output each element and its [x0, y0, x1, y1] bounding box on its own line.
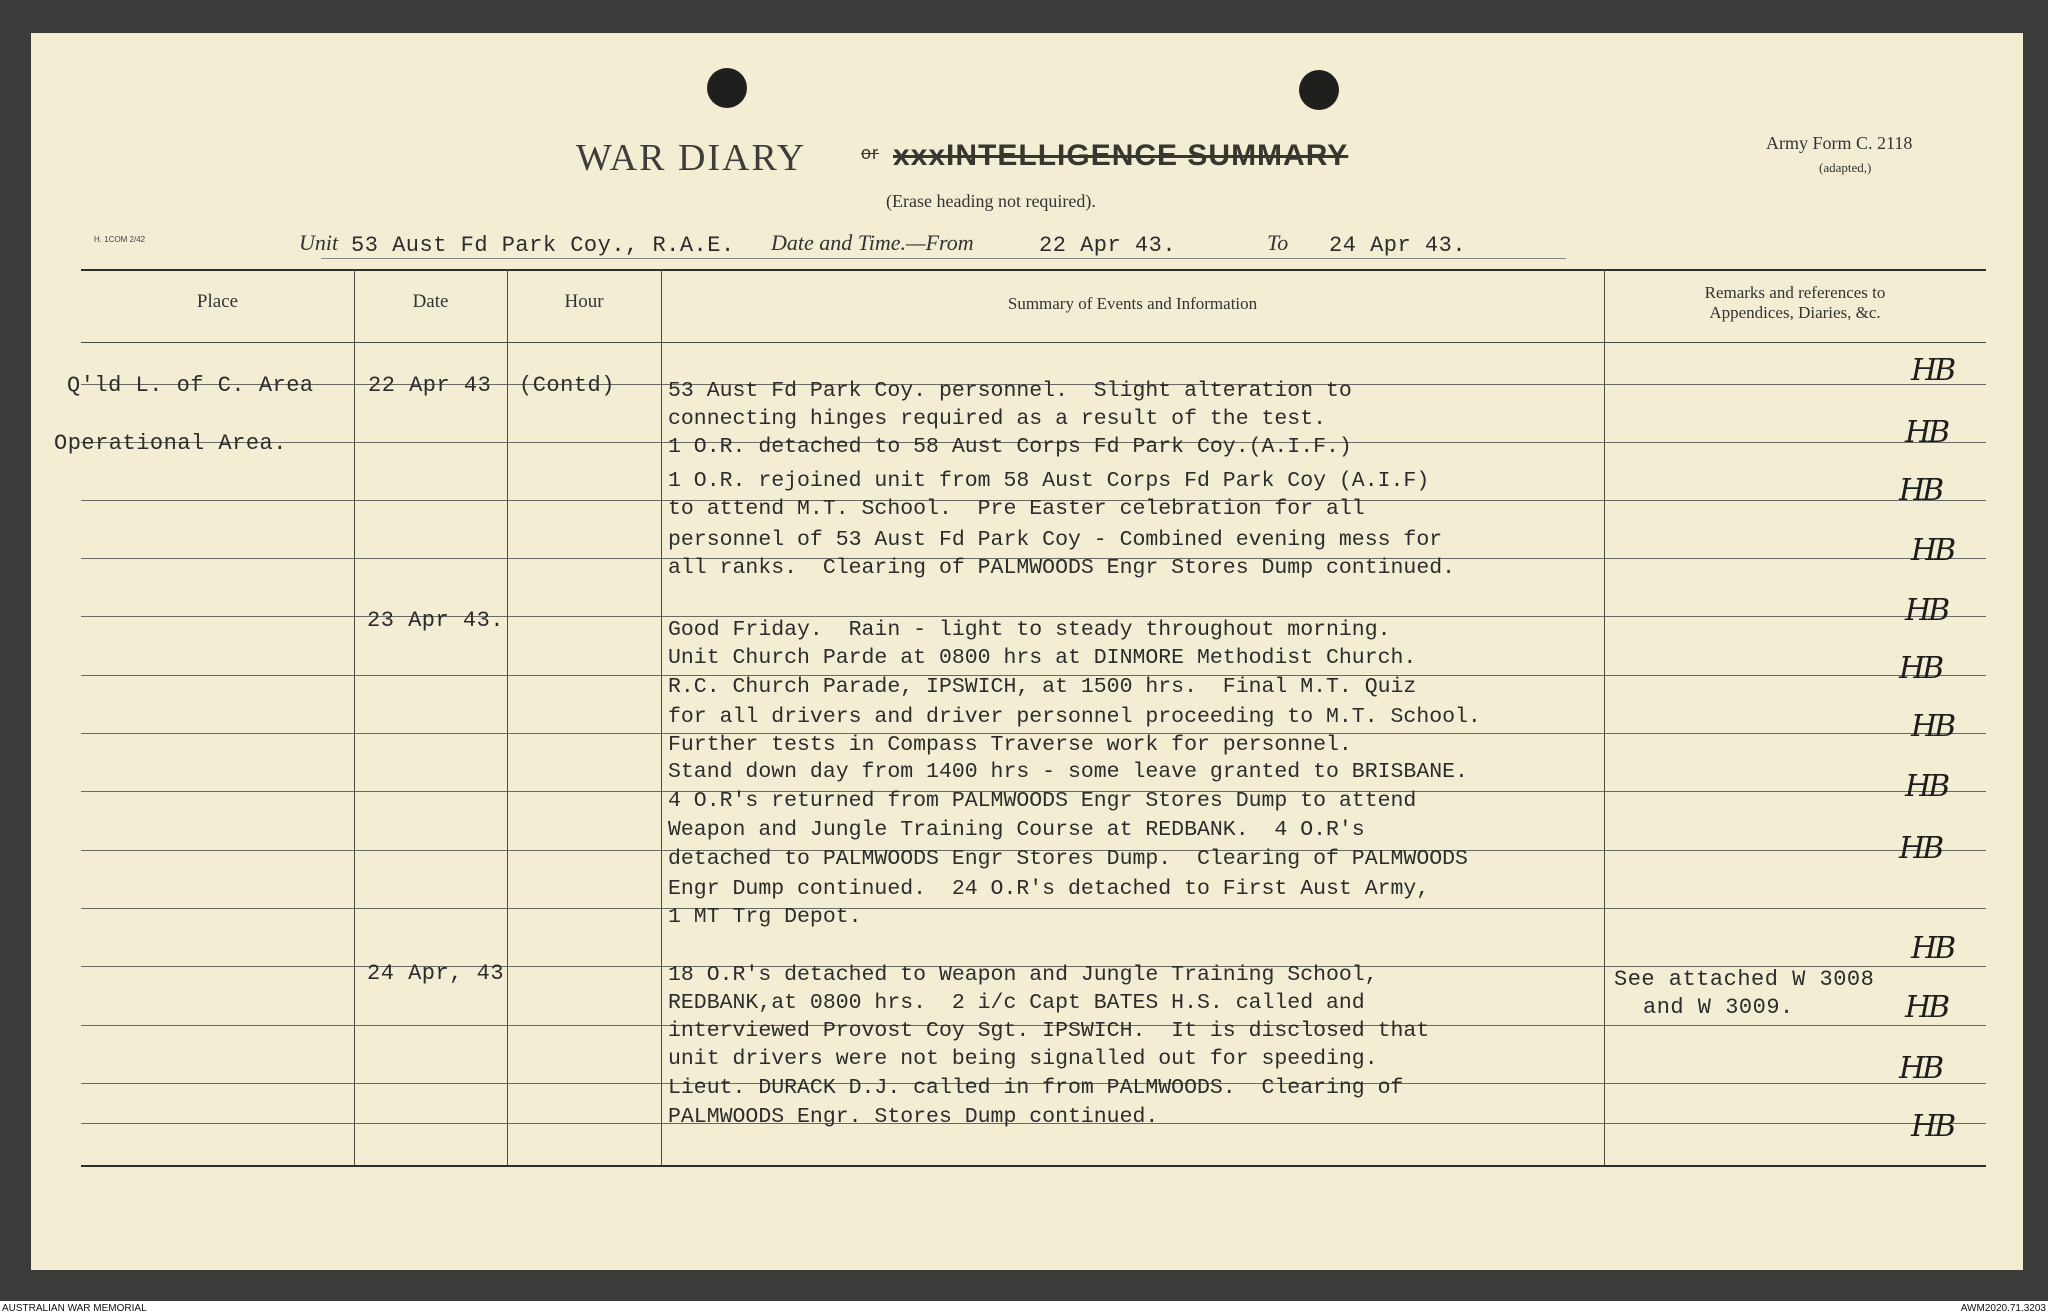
col-header-hour: Hour [564, 291, 604, 312]
remarks-line-2: and W 3009. [1643, 995, 1794, 1020]
handwritten-initials: HB [1905, 769, 1948, 804]
to-label: To [1267, 230, 1289, 255]
col-divider-summary [1604, 269, 1605, 1165]
date-time-label: Date and Time.—From [771, 230, 974, 255]
summary-line: 1 O.R. rejoined unit from 58 Aust Corps Fd Park Coy (A.I.F) [668, 469, 1430, 493]
handwritten-initials: HB [1899, 831, 1942, 866]
punch-hole-right [1299, 70, 1339, 110]
handwritten-initials: HB [1911, 533, 1954, 568]
army-form-label: Army Form C. 2118 [1766, 133, 1913, 153]
handwritten-initials: HB [1911, 709, 1954, 744]
summary-line: 18 O.R's detached to Weapon and Jungle Training School, [668, 963, 1378, 987]
summary-line: to attend M.T. School. Pre Easter celebration for all [668, 497, 1365, 521]
punch-hole-left [707, 68, 747, 108]
col-header-place: Place [196, 291, 239, 312]
col-header-remarks-2: Appendices, Diaries, &c. [1709, 303, 1881, 322]
archive-footer [0, 1301, 2048, 1316]
summary-line: 4 O.R's returned from PALMWOODS Engr Stores Dump to attend [668, 789, 1417, 813]
summary-line: interviewed Provost Coy Sgt. IPSWICH. It is disclosed that [668, 1019, 1430, 1043]
summary-line: 53 Aust Fd Park Coy. personnel. Slight alteration to [668, 379, 1352, 403]
handwritten-initials: HB [1905, 593, 1948, 628]
from-date: 22 Apr 43. [1039, 233, 1177, 258]
summary-line: Stand down day from 1400 hrs - some leave granted to BRISBANE. [668, 760, 1468, 784]
handwritten-initials: HB [1905, 990, 1948, 1025]
diary-sheet [31, 33, 2023, 1270]
place-entry-1: Q'ld L. of C. Area [67, 373, 314, 398]
to-date: 24 Apr 43. [1329, 233, 1467, 258]
col-header-date: Date [412, 291, 449, 312]
col-divider-hour [661, 269, 662, 1165]
summary-line: 1 MT Trg Depot. [668, 905, 862, 929]
handwritten-initials: HB [1905, 415, 1948, 450]
summary-line: connecting hinges required as a result of the test. [668, 407, 1327, 431]
header-bottom-rule [81, 342, 1986, 343]
date-entry-24-apr: 24 Apr, 43 [367, 961, 505, 986]
handwritten-initials: HB [1911, 353, 1954, 388]
header-underline [321, 258, 1566, 259]
date-entry-23-apr: 23 Apr 43. [367, 608, 505, 633]
summary-line: detached to PALMWOODS Engr Stores Dump. Clearing of PALMWOODS [668, 847, 1468, 871]
unit-label: Unit [299, 230, 339, 255]
summary-line: all ranks. Clearing of PALMWOODS Engr Stores Dump continued. [668, 556, 1456, 580]
handwritten-initials: HB [1899, 1051, 1942, 1086]
hour-entry-contd: (Contd) [519, 373, 615, 398]
row-rule [81, 908, 1986, 909]
or-struck: or [861, 143, 880, 163]
summary-line: Lieut. DURACK D.J. called in from PALMWOODS. Clearing of [668, 1076, 1404, 1100]
remarks-line-1: See attached W 3008 [1614, 967, 1875, 992]
handwritten-initials: HB [1899, 473, 1942, 508]
handwritten-initials: HB [1911, 931, 1954, 966]
table-top-rule [81, 269, 1986, 271]
summary-line: Further tests in Compass Traverse work for personnel. [668, 733, 1352, 757]
summary-line: for all drivers and driver personnel proceeding to M.T. School. [668, 705, 1481, 729]
handwritten-initials: HB [1911, 1109, 1954, 1144]
footer-institution: AUSTRALIAN WAR MEMORIAL [2, 1303, 147, 1314]
erase-note: (Erase heading not required). [886, 191, 1096, 211]
summary-line: unit drivers were not being signalled out for speeding. [668, 1047, 1378, 1071]
summary-line: Weapon and Jungle Training Course at REDBANK. 4 O.R's [668, 818, 1365, 842]
summary-line: REDBANK,at 0800 hrs. 2 i/c Capt BATES H.S. called and [668, 991, 1365, 1015]
date-entry-22-apr: 22 Apr 43 [368, 373, 492, 398]
handwritten-initials: HB [1899, 651, 1942, 686]
summary-line: Engr Dump continued. 24 O.R's detached to First Aust Army, [668, 877, 1430, 901]
unit-value: 53 Aust Fd Park Coy., R.A.E. [351, 233, 735, 258]
footer-reference: AWM2020.71.3203 [1960, 1303, 2046, 1314]
summary-line: personnel of 53 Aust Fd Park Coy - Combined evening mess for [668, 528, 1443, 552]
summary-line: PALMWOODS Engr. Stores Dump continued. [668, 1105, 1159, 1129]
summary-line: 1 O.R. detached to 58 Aust Corps Fd Park Coy.(A.I.F.) [668, 435, 1352, 459]
adapted-label: (adapted,) [1819, 160, 1872, 175]
table-bottom-rule [81, 1165, 1986, 1167]
summary-line: Unit Church Parde at 0800 hrs at DINMORE Methodist Church. [668, 646, 1417, 670]
war-diary-title: WAR DIARY [576, 137, 807, 179]
col-divider-place [354, 269, 355, 1165]
intelligence-summary-struck: xxxINTELLIGENCE SUMMARY [893, 139, 1349, 172]
col-header-remarks-1: Remarks and references to [1704, 283, 1886, 302]
summary-line: R.C. Church Parade, IPSWICH, at 1500 hrs. Final M.T. Quiz [668, 675, 1417, 699]
form-code: H. 1COM 2/42 [94, 235, 146, 244]
summary-line: Good Friday. Rain - light to steady throughout morning. [668, 618, 1391, 642]
col-header-summary: Summary of Events and Information [1007, 294, 1258, 313]
place-entry-2: Operational Area. [54, 431, 287, 456]
col-divider-date [507, 269, 508, 1165]
